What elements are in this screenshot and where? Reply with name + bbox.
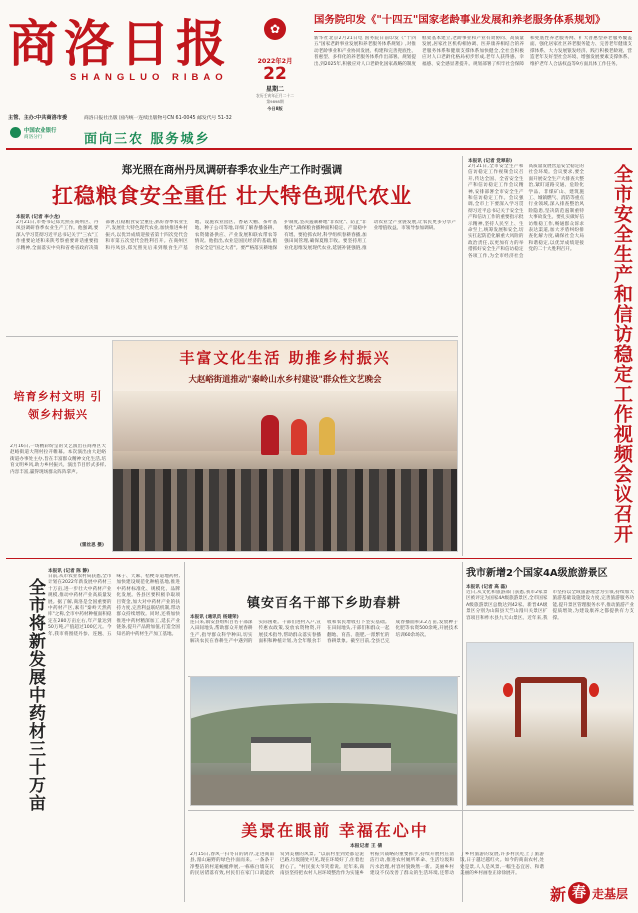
performer-figure — [261, 415, 279, 455]
banner-line1: 丰富文化生活 助推乡村振兴 — [179, 349, 391, 367]
right-vertical-title: 全市安全生产和信访稳定工作视频会议召开 — [611, 164, 633, 544]
mid-story-headline: 镇安百名干部下乡助春耕 — [246, 596, 401, 611]
essay-rule — [188, 810, 634, 811]
tour-body: 近日,从文化和旅游部门获悉,我市2家景区被评定为国家4A级旅游景区,全市国家A级旅游景区总数达到42家。新晋4A级景区分别为山阳县天竺山漫川关景区扩容项目和柞水县九天山景区。近年来,我市坚持以全域旅游理念为引领,持续加大旅游基础设施建设力度,完善旅游服务功能,提升景区管理服务水平,推动旅游产业提质增效,为建设康养之都提供有力支撑。 — [466, 590, 634, 621]
top-right-body: 新华社北京2月21日电 国务院日前印发《"十四五"国家老龄事业发展和养老服务体系规划》,对推动老龄事业和产业协同发展、构建和完善兜底性、普惠型、多样化的养老服务体系作出部署。规划提出,到2025年,积极应对人口老龄化国家战略的制度框架基本建立,老龄事业和产业有效协同、高质量发展,居家社区机构相协调、医养康养相结合的养老服务体系和健康支撑体系加快健全,全社会积极应对人口老龄化格局初步形成,老年人获得感、幸福感、安全感显著提升。规划部署了织牢社会保障和兜底性养老服务网、扩大普惠型养老服务覆盖面、强化居家社区养老服务能力、完善老年健康支撑体系、大力发展银发经济、践行积极老龄观、营造老年友好型社会环境、增强发展要素支撑体系、维护老年人合法权益等9方面具体工作任务。 — [314, 36, 632, 67]
tour-photo — [466, 642, 634, 806]
tcm-body: 日前,从市农业农村局获悉,全市计划在2022年新发展中药材三十万亩,进一步壮大中药材产业规模,推动中药材产业高质量发展。据了解,商洛是全国重要的中药材产区,素有"秦岭天然药库"之称,全市中药材种植面积稳定在280万亩左右,年产量达到50万吨,产值超过100亿元。今年,我市将围绕丹参、连翘、五味子、天麻、桔梗等道地药材,加快建设规范化种植基地,推进中药材标准化、规模化、品牌化发展。各县区要积极争取项目资金,加大对中药材产业的扶持力度,完善利益联结机制,带动群众持续增收。同时,还将加快推进中药材精深加工,延长产业链条,提升产品附加值,打造全国知名的中药材生产加工基地。 — [48, 574, 180, 637]
lantern-shape — [589, 683, 599, 697]
lead-byline: 本报讯 (记者 李小龙) — [16, 215, 61, 220]
lead-headline: 扛稳粮食安全重任 壮大特色现代农业 — [51, 184, 413, 208]
masthead-info-line: 商洛日报社出版 国内统一连续出版物号CN 61-0045 邮发代号 51-32 — [84, 116, 232, 121]
gate-shape — [515, 677, 587, 737]
tcm-byline: 本报讯 (记者 陈 静) — [48, 569, 90, 574]
lead-kicker: 郑光照在商州丹凤调研春季农业生产工作时强调 — [121, 164, 343, 176]
date-day: 22 — [263, 64, 287, 84]
bank-name: 中国农业银行 — [24, 128, 57, 134]
right-column-divider — [462, 156, 463, 556]
date-issue: 第9898期 — [266, 99, 284, 104]
banner-photo — [112, 340, 458, 552]
masthead-pinyin: SHANGLUO RIBAO — [70, 72, 228, 83]
house-shape — [251, 737, 311, 771]
badge-spring: 春 — [568, 882, 590, 904]
top-right-headline: 国务院印发《"十四五"国家老龄事业发展和养老服务体系规划》 — [314, 14, 606, 26]
masthead-logo — [8, 16, 238, 86]
tcm-divider — [184, 562, 185, 902]
masthead-rule — [6, 148, 632, 150]
performer-figure — [319, 417, 335, 455]
left-feature-credit: (雷丝思 摄) — [79, 543, 104, 548]
bank-sub: 商洛分行 — [24, 135, 43, 140]
masthead-sponsor: 主管、主办:中共商洛市委 — [8, 115, 68, 121]
left-feature-title: 培育乡村文明 引领乡村振兴 — [13, 390, 103, 421]
left-feature-body: 2月16日,一场精彩纷呈的文艺演出在商州区大赵峪街道大荆村拉开帷幕。本次演出由大赵峪街道办事处主办,旨在丰富群众精神文化生活,培育文明乡风,助力乡村振兴。演出节目形式多样,内容丰富,赢得现场群众阵阵掌声。 — [10, 444, 106, 475]
road-shape — [191, 775, 457, 806]
right-byline: 本报讯 (记者 党翠彩) — [468, 159, 513, 164]
date-block — [242, 18, 308, 138]
performer-figure — [291, 419, 307, 455]
essay-body: 2月15日,春风一扫冬日的阴冷,走进商南县,漫山遍野的绿色扑面而来。一条条干净整洁的村道蜿蜒伸展,一栋栋白墙灰瓦的民居错落有致,村民们在家门口就能欣赏到美丽的风景。"以前村里到处都是泥巴路,垃圾随处可见,现在环境好了,住着也舒心了。"村民张大爷笑着说。近年来,商南县坚持把农村人居环境整治作为实施乡村振兴战略的重要抓手,持续开展村庄清洁行动,推进农村厕所革命、生活垃圾和污水治理,村容村貌焕然一新。美丽乡村建设不仅改善了群众的生活环境,还带动了乡村旅游的发展,许多村民吃上了旅游饭,日子越过越红火。如今的商南农村,处处是景,人人是风景,一幅生态宜居、和谐美丽的乡村画卷正徐徐展开。 — [190, 852, 544, 877]
banner-line2: 大赵峪街道推动"秦岭山水乡村建设"群众性文艺晚会 — [188, 374, 382, 384]
lead-bottom-rule — [6, 336, 458, 337]
badge-grassroots: 走基层 — [592, 887, 629, 901]
bank-logo — [10, 125, 70, 145]
essay-headline: 美景在眼前 幸福在心中 — [241, 821, 429, 840]
top-right-rule — [314, 31, 632, 32]
bank-icon — [10, 127, 21, 138]
audience-crowd — [113, 469, 457, 552]
hills-shape — [190, 703, 458, 763]
lead-body: 2月21日,市委书记郑光照在商州区、丹凤县调研春季农业生产工作。他强调,要深入学习贯彻习近平总书记关于"三农"工作重要论述和来陕考察重要讲话重要指示精神,全面落实中央和省委省政府决策部署,扛稳粮食安全重任,抓好春季农业生产,发展壮大特色现代农业,加快推进乡村振兴,以优异成绩迎接省第十四次党代会和市第五次党代会胜利召开。在商州区和丹凤县,郑光照先后来到粮食生产基地、设施农业园区、香菇大棚、茶叶基地、种子公司等地,详细了解春播备耕、农资储备供应、产业发展和联农带农等情况。他指出,农业是国民经济的基础,粮食安全是"国之大者"。要严格落实耕地保护制度,坚决遏制耕地"非农化"、防止"非粮化",确保粮食播种面积稳定、产量稳中有增。要抢抓农时,科学组织春耕春播,加强田间管理,确保夏粮丰收。要坚持用工业化思维发展现代农业,延链补链强链,推动农业全产业链发展,让农民更多分享产业增值收益。市领导参加调研。 — [16, 220, 456, 251]
bank-slogan: 面向三农 服务城乡 — [84, 132, 211, 147]
tcm-vertical-title: 全市将新发展中药材三十万亩 — [25, 578, 45, 812]
left-feature-box — [8, 384, 108, 552]
new-spring-badge — [548, 880, 634, 908]
stage-backdrop — [113, 391, 457, 451]
tour-byline: 本报讯 (记者 高 磊) — [466, 585, 508, 590]
mid-rule — [6, 558, 632, 559]
date-lunar: 农历壬寅年正月二十二 — [256, 93, 294, 98]
emblem-icon: ✿ — [264, 18, 286, 40]
village-photo — [190, 676, 458, 806]
date-pages: 今日8版 — [267, 106, 283, 111]
mid-story-byline: 本报讯 (通讯员 杨建荣) — [190, 615, 239, 620]
mid-story-body: 连日来,镇安县组织百名干部深入田间地头,帮助群众开展春耕生产,指导群众科学种田,切实解决农民在春耕生产中遇到的实际困难。干部们进村入户,宣传惠农政策,发放农资物资,开展技术指导,帮助群众落实春播面积和种植计划,为全年粮食丰收和农民增收打下坚实基础。在田间地头,干部们和群众一起翻地、育苗、施肥,一派繁忙的春耕景象。截至目前,全县已完成春播面积3.2万亩,发放种子化肥等农资500余吨,开展技术培训60余场次。 — [190, 620, 458, 645]
right-body: 2月21日,全市安全生产和信访稳定工作视频会议召开,传达全国、全省安全生产和信访稳定工作会议精神,安排部署全市安全生产和信访稳定工作。会议强调,全市上下要深入学习贯彻习近平总书记关于安全生产和信访工作的重要指示批示精神,坚持人民至上、生命至上,统筹发展和安全,切实扛起防范化解重大风险的政治责任,以更加有力的举措抓好安全生产和信访稳定各项工作,为全市经济社会高质量发展营造安全稳定的社会环境。会议要求,要全面开展安全生产大排查大整治,紧盯道路交通、危险化学品、非煤矿山、建筑施工、城镇燃气、消防等重点行业领域,深入排查整治风险隐患,坚决防范遏制重特大事故发生。要扎实做好信访维稳工作,畅通群众诉求表达渠道,加大矛盾纠纷排查化解力度,确保社会大局和谐稳定,以优异成绩迎接党的二十大胜利召开。 — [468, 164, 584, 259]
tour-headline: 我市新增2个国家4A级旅游景区 — [466, 568, 608, 579]
essay-byline: 本报记者 王 倩 — [350, 844, 383, 849]
tour-divider — [462, 562, 463, 902]
date-line: 2022年2月 — [257, 57, 293, 65]
badge-new: 新 — [550, 885, 567, 904]
masthead-name: 商洛日报 — [8, 14, 232, 73]
house-shape — [341, 743, 391, 771]
date-weekday: 星期二 — [265, 86, 284, 93]
lantern-shape — [503, 683, 513, 697]
